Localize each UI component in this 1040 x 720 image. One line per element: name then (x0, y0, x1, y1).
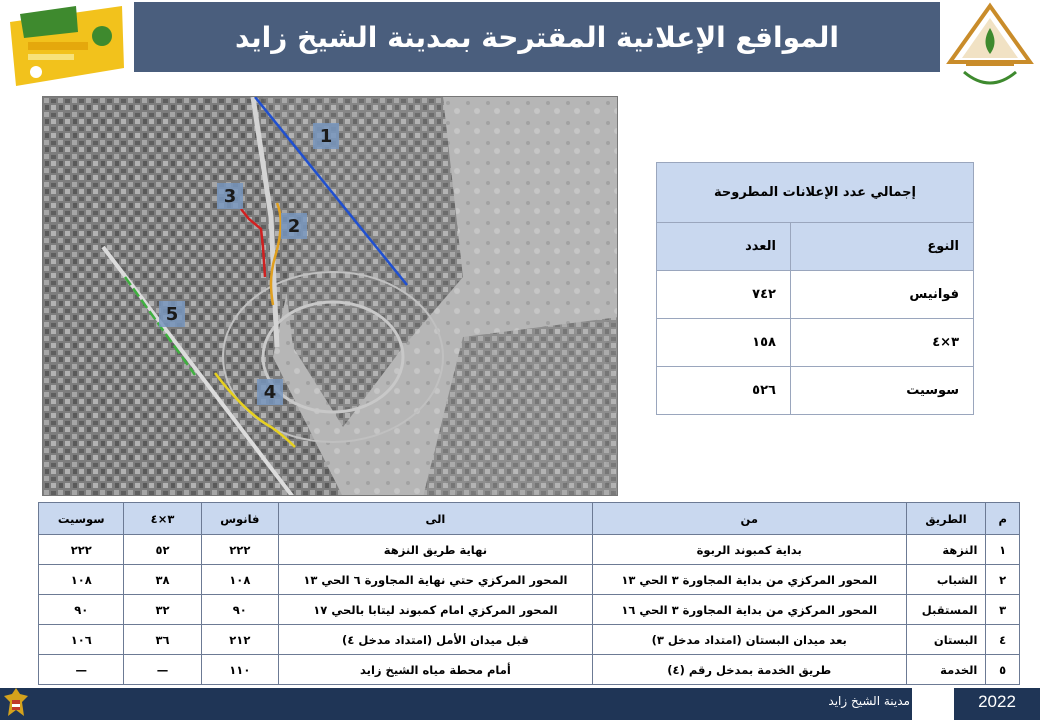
row-road: الخدمة (906, 655, 986, 685)
routes-header-row (39, 503, 1020, 535)
footer-year: 2022 (978, 692, 1016, 711)
summary-col-count: العدد (657, 223, 791, 271)
route-5-label: 5 (159, 301, 185, 327)
row-to: نهاية طريق النزهة (279, 535, 593, 565)
row-sosiet: ٩٠ (39, 595, 124, 625)
row-from: المحور المركزي من بداية المجاورة ٣ الحي ١٦ (592, 595, 906, 625)
row-from: بداية كمبوند الربوة (592, 535, 906, 565)
row-3x4: ٣٦ (124, 625, 201, 655)
summary-count: ١٥٨ (657, 319, 791, 367)
col-sosiet: سوسيت (39, 503, 124, 535)
row-sosiet: ١٠٦ (39, 625, 124, 655)
col-to: الى (279, 503, 593, 535)
table-row (39, 565, 1020, 595)
row-road: النزهة (906, 535, 986, 565)
footer-city: مدينة الشيخ زايد (828, 694, 910, 708)
row-lanterns: ١١٠ (201, 655, 278, 685)
row-lanterns: ٢٢٢ (201, 535, 278, 565)
row-road: الشباب (906, 565, 986, 595)
summary-title: إجمالي عدد الإعلانات المطروحة (657, 163, 974, 223)
row-3x4: ٥٢ (124, 535, 201, 565)
page-title: المواقع الإعلانية المقترحة بمدينة الشيخ زايد (134, 2, 940, 72)
col-index: م (986, 503, 1020, 535)
route-2-label: 2 (281, 213, 307, 239)
ads-summary-table (656, 162, 974, 415)
row-road: البستان (906, 625, 986, 655)
row-to: أمام محطة مياه الشيخ زايد (279, 655, 593, 685)
row-sosiet: ٢٢٢ (39, 535, 124, 565)
row-3x4: — (124, 655, 201, 685)
row-from: المحور المركزي من بداية المجاورة ٣ الحي ١٣ (592, 565, 906, 595)
table-row (39, 655, 1020, 685)
footer-bar (0, 688, 1040, 720)
row-lanterns: ١٠٨ (201, 565, 278, 595)
row-from: بعد ميدان البستان (امتداد مدخل ٣) (592, 625, 906, 655)
row-from: طريق الخدمة بمدخل رقم (٤) (592, 655, 906, 685)
row-sosiet: ١٠٨ (39, 565, 124, 595)
satellite-map (42, 96, 618, 496)
summary-row (657, 271, 974, 319)
table-row (39, 625, 1020, 655)
table-row (39, 595, 1020, 625)
footer-divider (912, 688, 954, 720)
row-index: ٣ (986, 595, 1020, 625)
summary-type: فوانيس (790, 271, 973, 319)
col-road: الطريق (906, 503, 986, 535)
row-to: قبل ميدان الأمل (امتداد مدخل ٤) (279, 625, 593, 655)
summary-row (657, 367, 974, 415)
egypt-eagle-icon (2, 686, 30, 720)
summary-row (657, 319, 974, 367)
route-1-label: 1 (313, 123, 339, 149)
summary-count: ٥٢٦ (657, 367, 791, 415)
row-to: المحور المركزي امام كمبوند ليتابا بالحي ١٧ (279, 595, 593, 625)
city-authority-logo (944, 2, 1036, 94)
summary-type: ٣×٤ (790, 319, 973, 367)
row-3x4: ٣٨ (124, 565, 201, 595)
row-index: ٤ (986, 625, 1020, 655)
summary-type: سوسيت (790, 367, 973, 415)
route-4-label: 4 (257, 379, 283, 405)
row-sosiet: — (39, 655, 124, 685)
col-lanterns: فانوس (201, 503, 278, 535)
row-road: المستقبل (906, 595, 986, 625)
summary-count: ٧٤٢ (657, 271, 791, 319)
row-index: ٢ (986, 565, 1020, 595)
row-index: ٥ (986, 655, 1020, 685)
advertising-unit-logo (6, 2, 128, 90)
col-3x4: ٣×٤ (124, 503, 201, 535)
row-3x4: ٣٢ (124, 595, 201, 625)
routes-table (38, 502, 1020, 685)
row-lanterns: ٩٠ (201, 595, 278, 625)
route-3-label: 3 (217, 183, 243, 209)
row-to: المحور المركزي حتي نهاية المجاورة ٦ الحي ١٣ (279, 565, 593, 595)
summary-col-type: النوع (790, 223, 973, 271)
table-row (39, 535, 1020, 565)
col-from: من (592, 503, 906, 535)
row-lanterns: ٢١٢ (201, 625, 278, 655)
row-index: ١ (986, 535, 1020, 565)
